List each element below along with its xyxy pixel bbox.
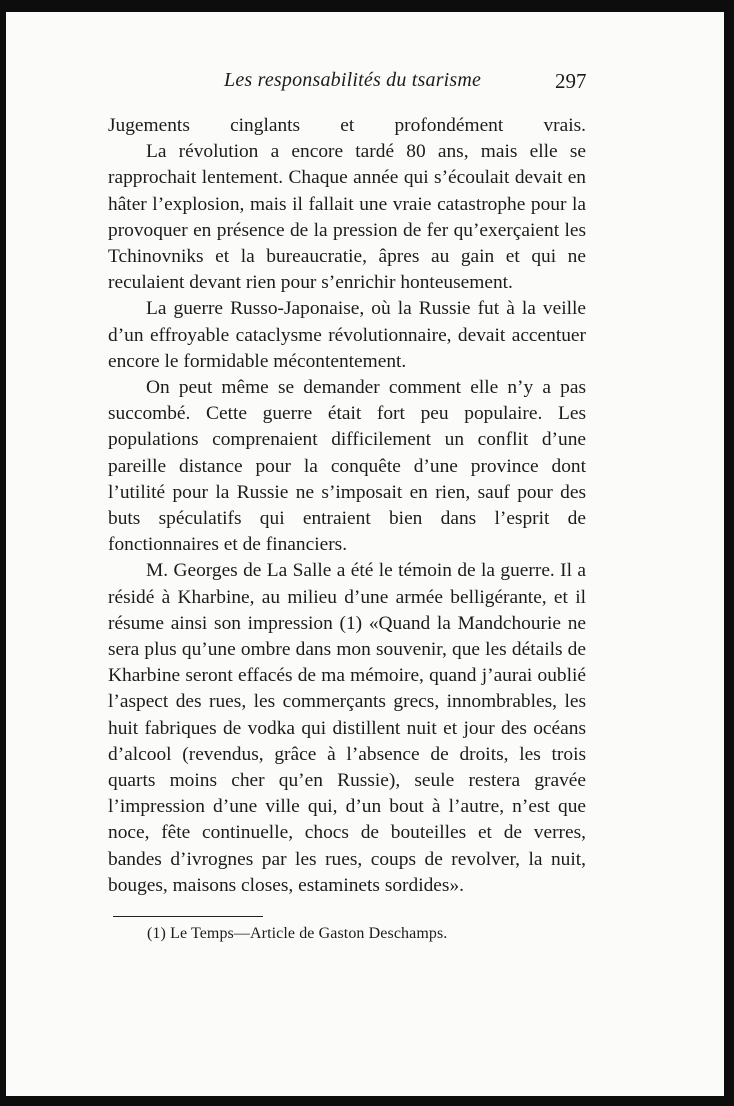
scan-border-top	[0, 0, 734, 12]
paragraph-1: Jugements cinglants et profondément vrais.	[108, 115, 586, 136]
footnote-reference: (1)	[339, 612, 363, 634]
paragraph-3: La guerre Russo-Japonaise, où la Russie fut à la veille d’un effroyable cataclysme révolutionnaire, devait accentuer encore le formidable mécontentement.	[108, 298, 586, 372]
paragraph-5-quote: «Quand la Mandchourie ne sera plus qu’une ombre dans mon souvenir, que les détails de Kharbine seront effacés de ma mémoire, quand j’aurai oublié l’aspect des rues, les commerçants grecs, innombrables, les huit fabriques de vodka qui distillent nuit et jour des océans d’alcool (revendus, grâce à l’absence de droits, les trois quarts moins cher qu’en Russie), seule restera gravée l’impression d’une ville qui, d’un bout à l’autre, n’est que noce, fête continuelle, chocs de bouteilles et de verres, bandes d’ivrognes par les rues, coups de revolver, la nuit, bouges, maisons closes, estaminets sordides».	[108, 612, 586, 896]
page-number: 297	[555, 69, 587, 93]
paragraph-4: On peut même se demander comment elle n’y a pas succombé. Cette guerre était fort peu populaire. Les populations comprenaient difficilement un conflit d’une pareille distance pour la conquête d’une province dont l’utilité pour la Russie ne s’imposait en rien, sauf pour des buts spéculatifs qui entraient bien dans l’esprit de fonctionnaires et de financiers.	[108, 377, 586, 556]
paragraph-5-before-note: M. Georges de La Salle a été le témoin de la guerre. Il a résidé à Kharbine, au milieu d’une armée belligérante, et il résume ainsi son impression	[108, 560, 586, 634]
paragraph-2: La révolution a encore tardé 80 ans, mais elle se rapprochait lentement. Chaque année qui s’écoulait devait en hâter l’explosion, mais il fallait une vraie catastrophe pour la provoquer en présence de la pression de fer qu’exerçaient les Tchinovniks et la bureaucratie, âpres au gain et qui ne reculaient devant rien pour s’enrichir honteusement.	[108, 141, 586, 294]
book-page	[6, 12, 724, 1096]
footnote	[147, 925, 447, 943]
body-text	[108, 113, 586, 899]
running-title: Les responsabilités du tsarisme	[224, 69, 482, 91]
scan-border-right	[724, 0, 734, 1106]
footnote-mark: (1)	[147, 925, 166, 942]
scan-border-bottom	[0, 1096, 734, 1106]
footnote-divider	[113, 916, 263, 917]
footnote-text: Le Temps—Article de Gaston Deschamps.	[165, 925, 448, 942]
paragraph-5	[108, 558, 586, 899]
page-header	[6, 69, 724, 99]
